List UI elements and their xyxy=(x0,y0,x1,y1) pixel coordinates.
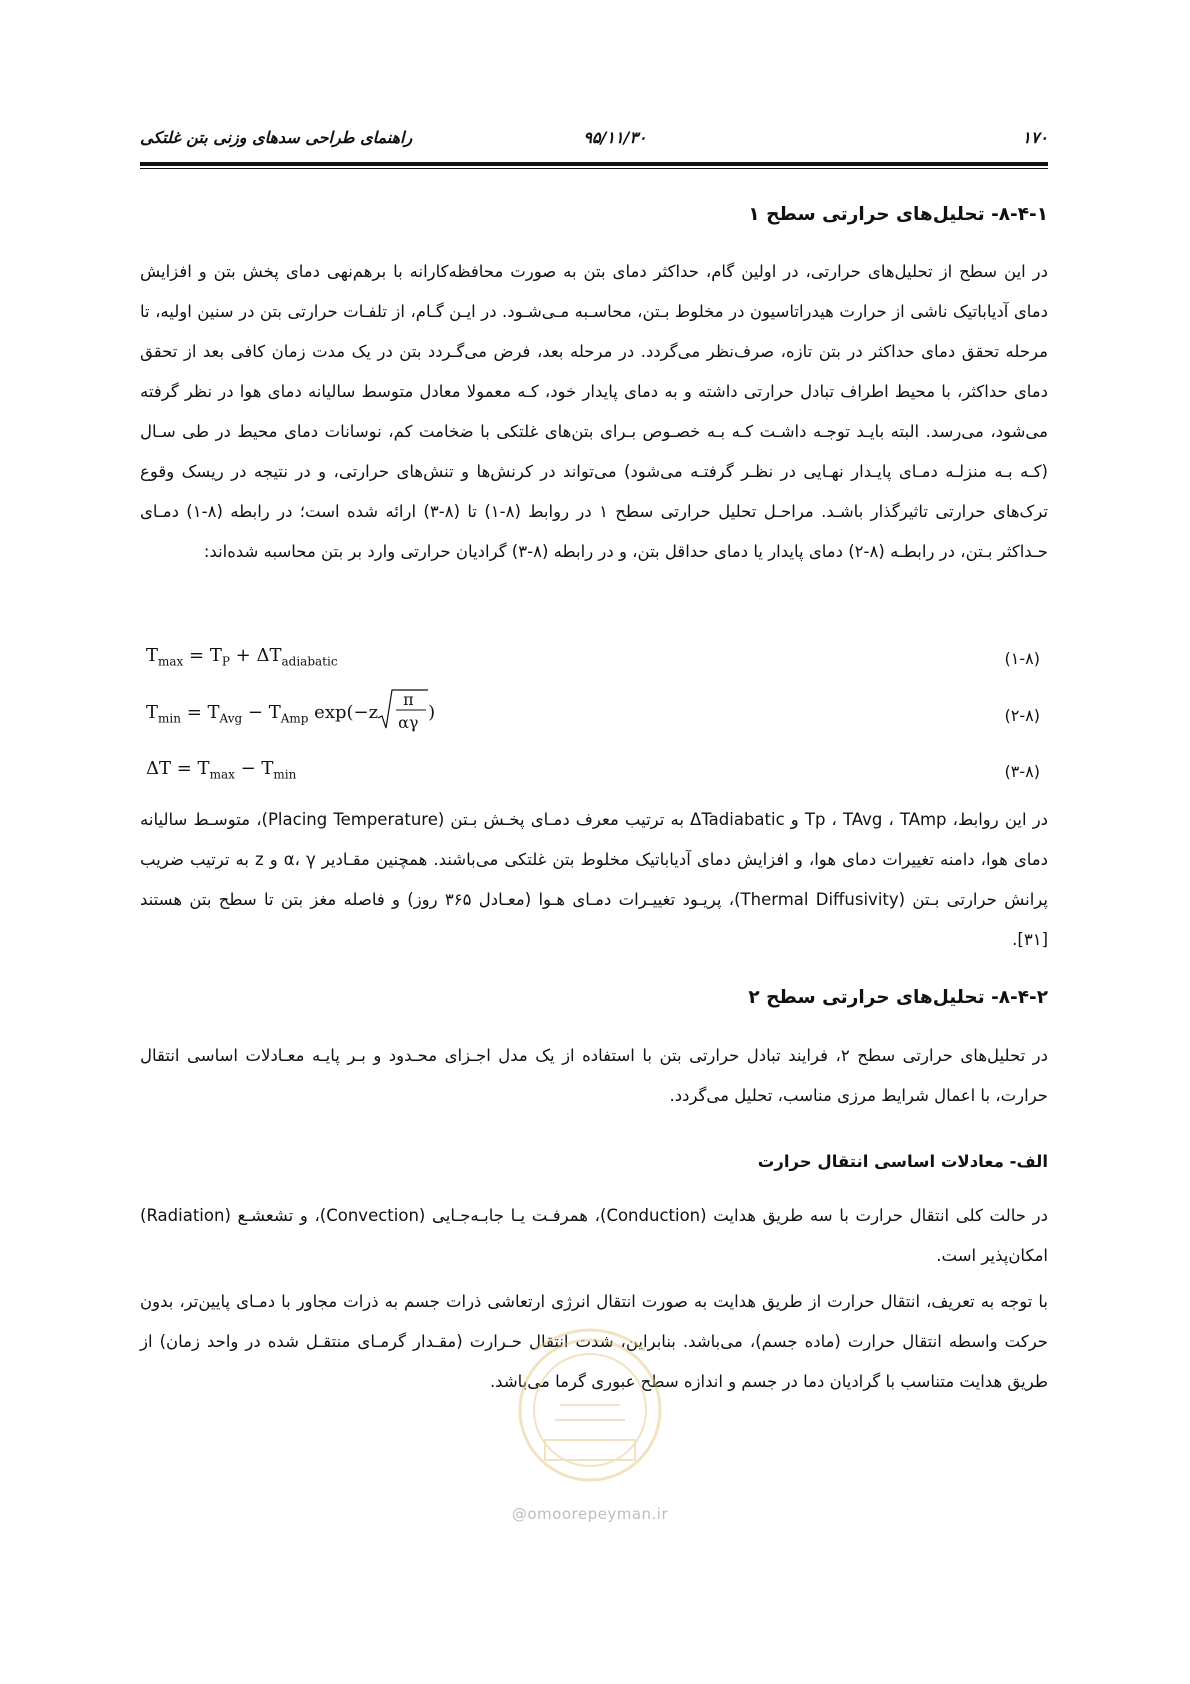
subsection-text-2: با توجه به تعریف، انتقال حرارت از طریق هدایت به صورت انتقال انرژی ارتعاشی ذرات جسم به ذرات مجاور با دمـای پایین‌تر، بدون حرکت واسطه انتقال حرارت (ماده جسم)، می‌باشد. بنابراین، شدت انتقال حـرارت (مقـدار گرمـای منتقـل شده در واحد زمان) از طریق هدایت متناسب با گرادیان دما در جسم و اندازه سطح عبوری گرما می‌باشد. xyxy=(140,1292,1048,1391)
equation-number: (۲-۸) xyxy=(1004,706,1040,725)
subsection-heading: الف- معادلات اساسی انتقال حرارت xyxy=(757,1152,1048,1171)
watermark-logo-icon xyxy=(475,1310,705,1500)
section-heading-level1: ۸-۴-۱- تحلیل‌های حرارتی سطح ۱ xyxy=(748,204,1048,225)
variables-paragraph xyxy=(140,800,1048,960)
subsection-text-1: در حالت کلی انتقال حرارت با سه طریق هدایت (Conduction)، همرفـت یـا جابـه‌جـایی (Convection)، و تشعشـع (Radiation) امکان‌پذیر است. xyxy=(140,1206,1048,1265)
variables-text: در این روابط، Tp ، TAvg ، TAmp و ΔTadiabatic به ترتیب معرف دمـای پخـش بـتن (Placing Temperature)، متوسـط سالیانه دمای هوا، دامنه تغییرات دمای هوا، و افزایش دمای آدیاباتیک مخلوط بتن غلتکی می‌باشند. همچنین مقـادیر α، γ و z به ترتیب ضریب پرانش حرارتی بـتن (Thermal Diffusivity)، پریـود تغییـرات دمـای هـوا (معـادل ۳۶۵ روز) و فاصله مغز بتن تا سطح بتن هستند [۳۱]. xyxy=(140,810,1049,949)
equation-8-1 xyxy=(140,645,1048,681)
sqrt-symbol: π αγ xyxy=(378,702,428,730)
equation-8-1-body: $T_{max} = T_P + \Delta T_{adiabatic}$ xyxy=(146,645,338,669)
section1-text: در این سطح از تحلیل‌های حرارتی، در اولین گام، حداکثر دمای بتن به صورت محافظه‌کارانه با برهم‌نهی دمای پخش بتن و افزایش دمای آدیاباتیک ناشی از حرارت هیدراتاسیون در مخلوط بـتن، محاسـبه مـی‌شـود. در ایـن گـام، از تلفـات حرارتی بتن در سنین اولیه، تا مرحله تحقق دمای حداکثر در بتن تازه، صرف‌نظر می‌گردد. در مرحله بعد، فرض می‌گـردد بتن در یک مدت زمان کافی بعد از تحقق دمای حداکثر، با محیط اطراف تبادل حرارتی داشته و به دمای پایدار خود، کـه معمولا معادل متوسط سالیانه دمای هوا در نظر گرفته می‌شود، می‌رسد. البته بایـد توجـه داشـت کـه بـه خصـوص بـرای بتن‌های غلتکی با ضخامت کم، نوسانات دمای محیط در طی سـال (کـه بـه منزلـه دمـای پایـدار نهـایی در نظـر گرفتـه می‌شود) می‌تواند در کرنش‌ها و تنش‌های حرارتی، و در نتیجه در ریسک وقوع ترک‌های حرارتی تاثیرگذار باشـد. مراحـل تحلیل حرارتی سطح ۱ در روابط (۸-۱) تا (۸-۳) ارائه شده است؛ در رابطه (۸-۱) دمـای حـداکثر بـتن، در رابطـه (۸-۲) دمای پایدار یا دمای حداقل بتن، و در رابطه (۸-۳) گرادیان حرارتی وارد بر بتن محاسبه شده‌اند: xyxy=(140,262,1049,561)
watermark-text: @omoorepeyman.ir xyxy=(511,1505,669,1523)
equation-8-3 xyxy=(140,758,1048,794)
equation-8-3-body: $\Delta T = T_{max} - T_{min}$ xyxy=(146,758,297,782)
section-heading-level2: ۸-۴-۲- تحلیل‌های حرارتی سطح ۲ xyxy=(748,987,1048,1008)
equation-number: (۱-۸) xyxy=(1004,649,1040,668)
equation-8-2 xyxy=(140,688,1048,738)
running-title: راهنمای طراحی سدهای وزنی بتن غلتکی xyxy=(140,128,413,147)
section2-paragraph xyxy=(140,1036,1048,1116)
header-rule-thin xyxy=(140,168,1048,169)
header-date: ۹۵/۱۱/۳۰ xyxy=(583,128,647,147)
section2-text: در تحلیل‌های حرارتی سطح ۲، فرایند تبادل حرارتی بتن با استفاده از یک مدل اجـزای محـدود و بـر پایـه معـادلات اساسی انتقال حرارت، با اعمال شرایط مرزی مناسب، تحلیل می‌گردد. xyxy=(140,1046,1048,1105)
section1-paragraph xyxy=(140,252,1048,572)
page-number: ۱۷۰ xyxy=(1022,128,1048,147)
header-rule-thick xyxy=(140,162,1048,166)
equation-number: (۳-۸) xyxy=(1004,762,1040,781)
subsection-paragraph-1 xyxy=(140,1196,1048,1276)
equation-8-2-body: $T_{min} = T_{Avg} - T_{Amp}$ exp(−z π αγ ) xyxy=(146,690,436,732)
